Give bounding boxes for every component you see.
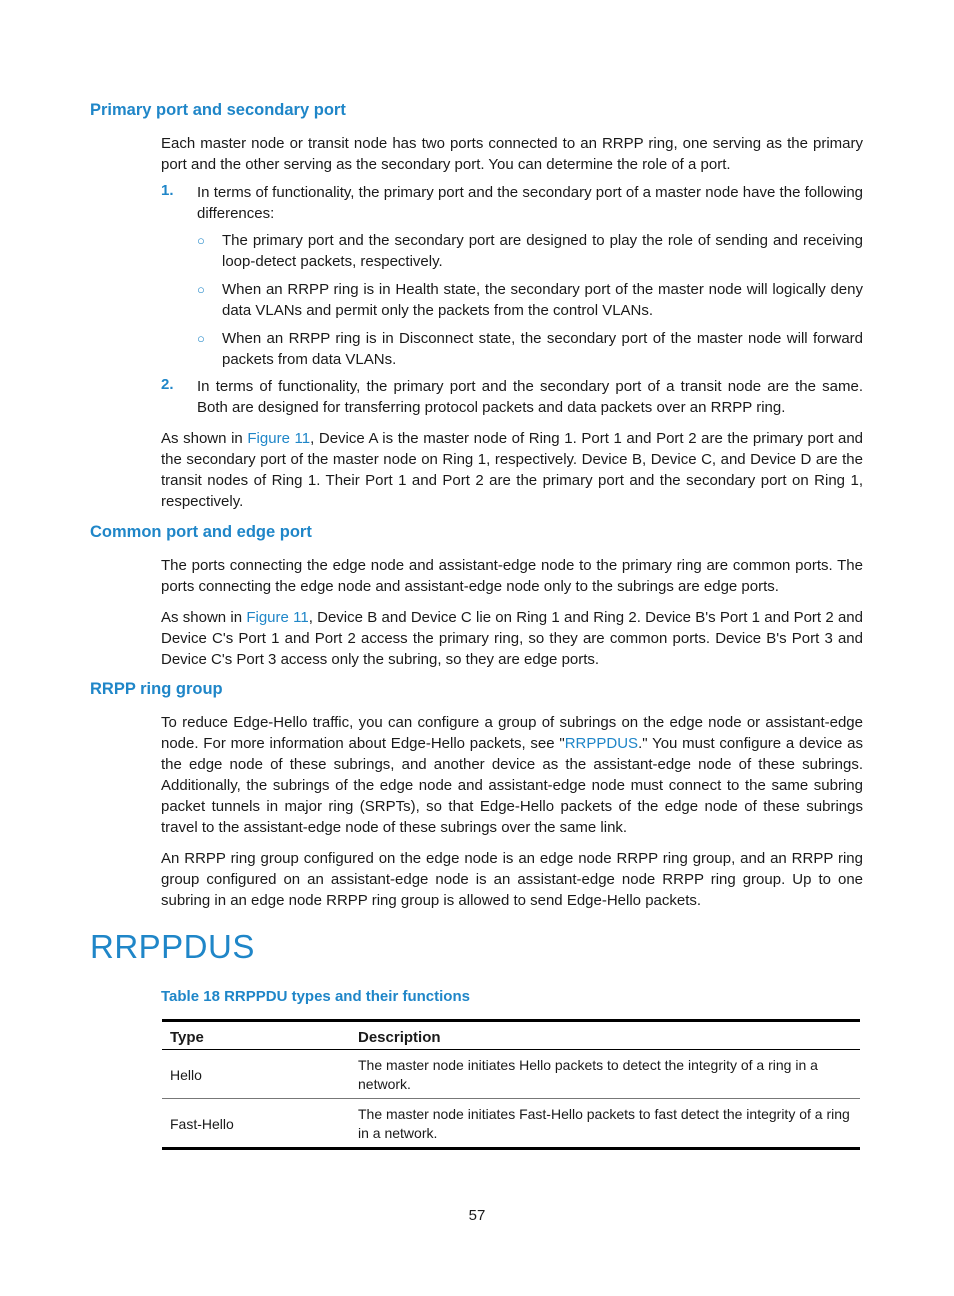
primary-figure-paragraph [161, 428, 863, 512]
text-segment: , Device A is the master node of Ring 1. Port 1 and Port 2 are the primary port and the secondary port of the master node on Ring 1, respectively. Device B, Device C, and Device D are the transit nodes of Ring 1. Their Port 1 and Port 2 are the primary port and the secondary port on Ring 1, respectively. [161, 430, 864, 510]
bullet-icon: ○ [197, 233, 205, 248]
text-segment: , Device B and Device C lie on Ring 1 and Ring 2. Device B's Port 1 and Port 2 and Device C's Port 1 and Port 2 access the primary ring, so they are common ports. Device B's Port 3 and Device C's Port 3 access only the subring, so they are edge ports. [161, 609, 863, 668]
text-segment: As shown in [161, 609, 247, 626]
rrppdu-types-table [162, 1019, 860, 1150]
list-number-1: 1. [161, 182, 174, 199]
table-cell-type: Fast-Hello [170, 1115, 234, 1132]
bullet-item-3: When an RRPP ring is in Disconnect state, the secondary port of the master node will forward packets from data VLANs. [222, 330, 863, 368]
table-caption: Table 18 RRPPDU types and their functions [161, 988, 470, 1005]
text-segment: As shown in [161, 430, 248, 447]
column-header-type: Type [170, 1029, 204, 1046]
table-cell-type: Hello [170, 1066, 202, 1083]
figure-11-link[interactable]: Figure 11 [246, 609, 309, 626]
section-heading-ring-group: RRPP ring group [90, 680, 223, 698]
list-number-2: 2. [161, 376, 174, 393]
common-paragraph-2 [161, 607, 863, 670]
list-item-1-text: In terms of functionality, the primary port and the secondary port of a master node have the following differences: [197, 184, 863, 222]
section-heading-primary-port: Primary port and secondary port [90, 101, 346, 119]
text-segment: ." You must configure a device as the edge node of these subrings, and another device as the assistant-edge node of these subrings. Additionally, the subrings of the edge node and assistant-edge node must connect to the same subring packet tunnels in major ring (SRPTs), so that Edge-Hello packets of the edge node of these subrings travel to the assistant-edge node of these subrings over the same link. [161, 735, 864, 836]
table-cell-description: The master node initiates Hello packets to detect the integrity of a ring in a network. [358, 1057, 818, 1092]
group-paragraph-2: An RRPP ring group configured on the edge node is an edge node RRPP ring group, and an RRPP ring group configured on an assistant-edge node is an assistant-edge node RRPP ring group. Up to one subring in an edge node RRPP ring group is allowed to send Edge-Hello packets. [161, 850, 863, 909]
figure-11-link[interactable]: Figure 11 [247, 430, 311, 447]
rrppdus-link[interactable]: RRPPDUS [564, 735, 639, 752]
table-cell-description: The master node initiates Fast-Hello packets to fast detect the integrity of a ring in a network. [358, 1106, 850, 1141]
bullet-item-2: When an RRPP ring is in Health state, the secondary port of the master node will logically deny data VLANs and permit only the packets from the control VLANs. [222, 281, 863, 319]
bullet-icon: ○ [197, 282, 205, 297]
list-item-2-text: In terms of functionality, the primary port and the secondary port of a transit node are the same. Both are designed for transferring protocol packets and data packets over an RRPP ring. [197, 378, 863, 416]
page-number: 57 [468, 1207, 486, 1224]
table-row [162, 1050, 860, 1099]
bullet-item-1: The primary port and the secondary port are designed to play the role of sending and receiving loop-detect packets, respectively. [222, 232, 863, 270]
text-segment: To reduce Edge-Hello traffic, you can configure a group of subrings on the edge node or assistant-edge node. For more information about Edge-Hello packets, see " [161, 714, 863, 752]
column-header-description: Description [358, 1029, 441, 1046]
section-heading-common-port: Common port and edge port [90, 523, 312, 541]
primary-intro-paragraph: Each master node or transit node has two ports connected to an RRPP ring, one serving as the primary port and the other serving as the secondary port. You can determine the role of a port. [161, 135, 863, 173]
bullet-icon: ○ [197, 331, 205, 346]
chapter-title-rrppdus: RRPPDUS [90, 928, 255, 965]
group-paragraph-1 [161, 712, 863, 838]
common-paragraph-1: The ports connecting the edge node and assistant-edge node to the primary ring are common ports. The ports connecting the edge node and assistant-edge node only to the subrings are edge ports. [161, 557, 863, 595]
table-header-row [162, 1021, 860, 1050]
table-row [162, 1099, 860, 1149]
